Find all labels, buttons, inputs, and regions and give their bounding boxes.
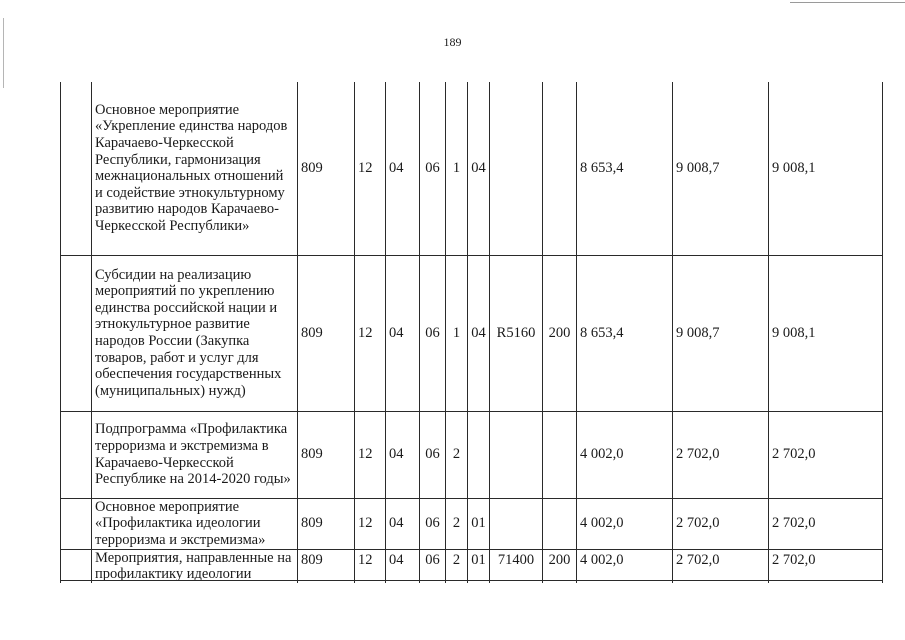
subsection-code-cell: 04 (386, 411, 420, 498)
table-row (61, 411, 883, 498)
page-number: 189 (443, 35, 462, 49)
section-code-cell: 12 (355, 82, 386, 255)
description-cell: Основное мероприятие «Профилактика идеологии терроризма и экстремизма» (92, 498, 298, 549)
program-code-cell: 06 (420, 549, 446, 583)
amount-year-2-cell: 9 008,7 (673, 82, 769, 255)
amount-year-3-cell: 2 702,0 (769, 498, 883, 549)
expense-type-cell (543, 82, 577, 255)
subsection-code-cell: 04 (386, 255, 420, 411)
table-row (61, 255, 883, 411)
section-code-cell: 12 (355, 411, 386, 498)
measure-code-cell: 01 (468, 549, 490, 583)
amount-year-3-cell: 9 008,1 (769, 255, 883, 411)
subsection-code-cell: 04 (386, 82, 420, 255)
row-spacer-cell (61, 255, 92, 411)
direction-code-cell (490, 82, 543, 255)
measure-code-cell: 04 (468, 82, 490, 255)
ministry-code-cell: 809 (298, 498, 355, 549)
amount-year-1-cell: 4 002,0 (577, 549, 673, 583)
subprogram-code-cell: 1 (446, 82, 468, 255)
table-row (61, 82, 883, 255)
program-code-cell: 06 (420, 498, 446, 549)
row-spacer-cell (61, 411, 92, 498)
subprogram-code-cell: 2 (446, 498, 468, 549)
ministry-code-cell: 809 (298, 411, 355, 498)
subsection-code-cell: 04 (386, 498, 420, 549)
description-cell: Подпрограмма «Профилактика терроризма и экстремизма в Карачаево-Черкесской Республике на 2014-2020 годы» (92, 411, 298, 498)
page-edge-line (3, 18, 4, 88)
amount-year-1-cell: 4 002,0 (577, 498, 673, 549)
section-code-cell: 12 (355, 549, 386, 583)
amount-year-3-cell: 2 702,0 (769, 549, 883, 583)
amount-year-2-cell: 2 702,0 (673, 411, 769, 498)
table-row (61, 549, 883, 583)
expense-type-cell (543, 498, 577, 549)
amount-year-1-cell: 4 002,0 (577, 411, 673, 498)
table-row (61, 498, 883, 549)
expense-type-cell: 200 (543, 549, 577, 583)
expense-type-cell: 200 (543, 255, 577, 411)
section-code-cell: 12 (355, 255, 386, 411)
program-code-cell: 06 (420, 411, 446, 498)
expense-type-cell (543, 411, 577, 498)
ministry-code-cell: 809 (298, 82, 355, 255)
section-code-cell: 12 (355, 498, 386, 549)
amount-year-3-cell: 9 008,1 (769, 82, 883, 255)
page-bottom-rule (60, 580, 882, 581)
program-code-cell: 06 (420, 255, 446, 411)
measure-code-cell: 04 (468, 255, 490, 411)
amount-year-2-cell: 9 008,7 (673, 255, 769, 411)
measure-code-cell: 01 (468, 498, 490, 549)
ministry-code-cell: 809 (298, 255, 355, 411)
subprogram-code-cell: 2 (446, 411, 468, 498)
budget-table (60, 82, 883, 583)
measure-code-cell (468, 411, 490, 498)
amount-year-1-cell: 8 653,4 (577, 255, 673, 411)
direction-code-cell: 71400 (490, 549, 543, 583)
subprogram-code-cell: 2 (446, 549, 468, 583)
description-cell: Мероприятия, направленные на профилактику идеологии (92, 549, 298, 583)
description-cell: Субсидии на реализацию мероприятий по укреплению единства российской нации и этнокультурное развитие народов России (Закупка товаров, работ и услуг для обеспечения государственных (муниципальных) нужд) (92, 255, 298, 411)
amount-year-1-cell: 8 653,4 (577, 82, 673, 255)
amount-year-2-cell: 2 702,0 (673, 549, 769, 583)
row-spacer-cell (61, 549, 92, 583)
ministry-code-cell: 809 (298, 549, 355, 583)
program-code-cell: 06 (420, 82, 446, 255)
description-cell: Основное мероприятие «Укрепление единства народов Карачаево-Черкесской Республики, гармонизация межнациональных отношений и содействие этнокультурному развитию народов Карачаево-Черкесской Республики» (92, 82, 298, 255)
direction-code-cell: R5160 (490, 255, 543, 411)
row-spacer-cell (61, 498, 92, 549)
amount-year-3-cell: 2 702,0 (769, 411, 883, 498)
subprogram-code-cell: 1 (446, 255, 468, 411)
subsection-code-cell: 04 (386, 549, 420, 583)
page-edge-line (790, 2, 905, 3)
direction-code-cell (490, 411, 543, 498)
row-spacer-cell (61, 82, 92, 255)
amount-year-2-cell: 2 702,0 (673, 498, 769, 549)
direction-code-cell (490, 498, 543, 549)
